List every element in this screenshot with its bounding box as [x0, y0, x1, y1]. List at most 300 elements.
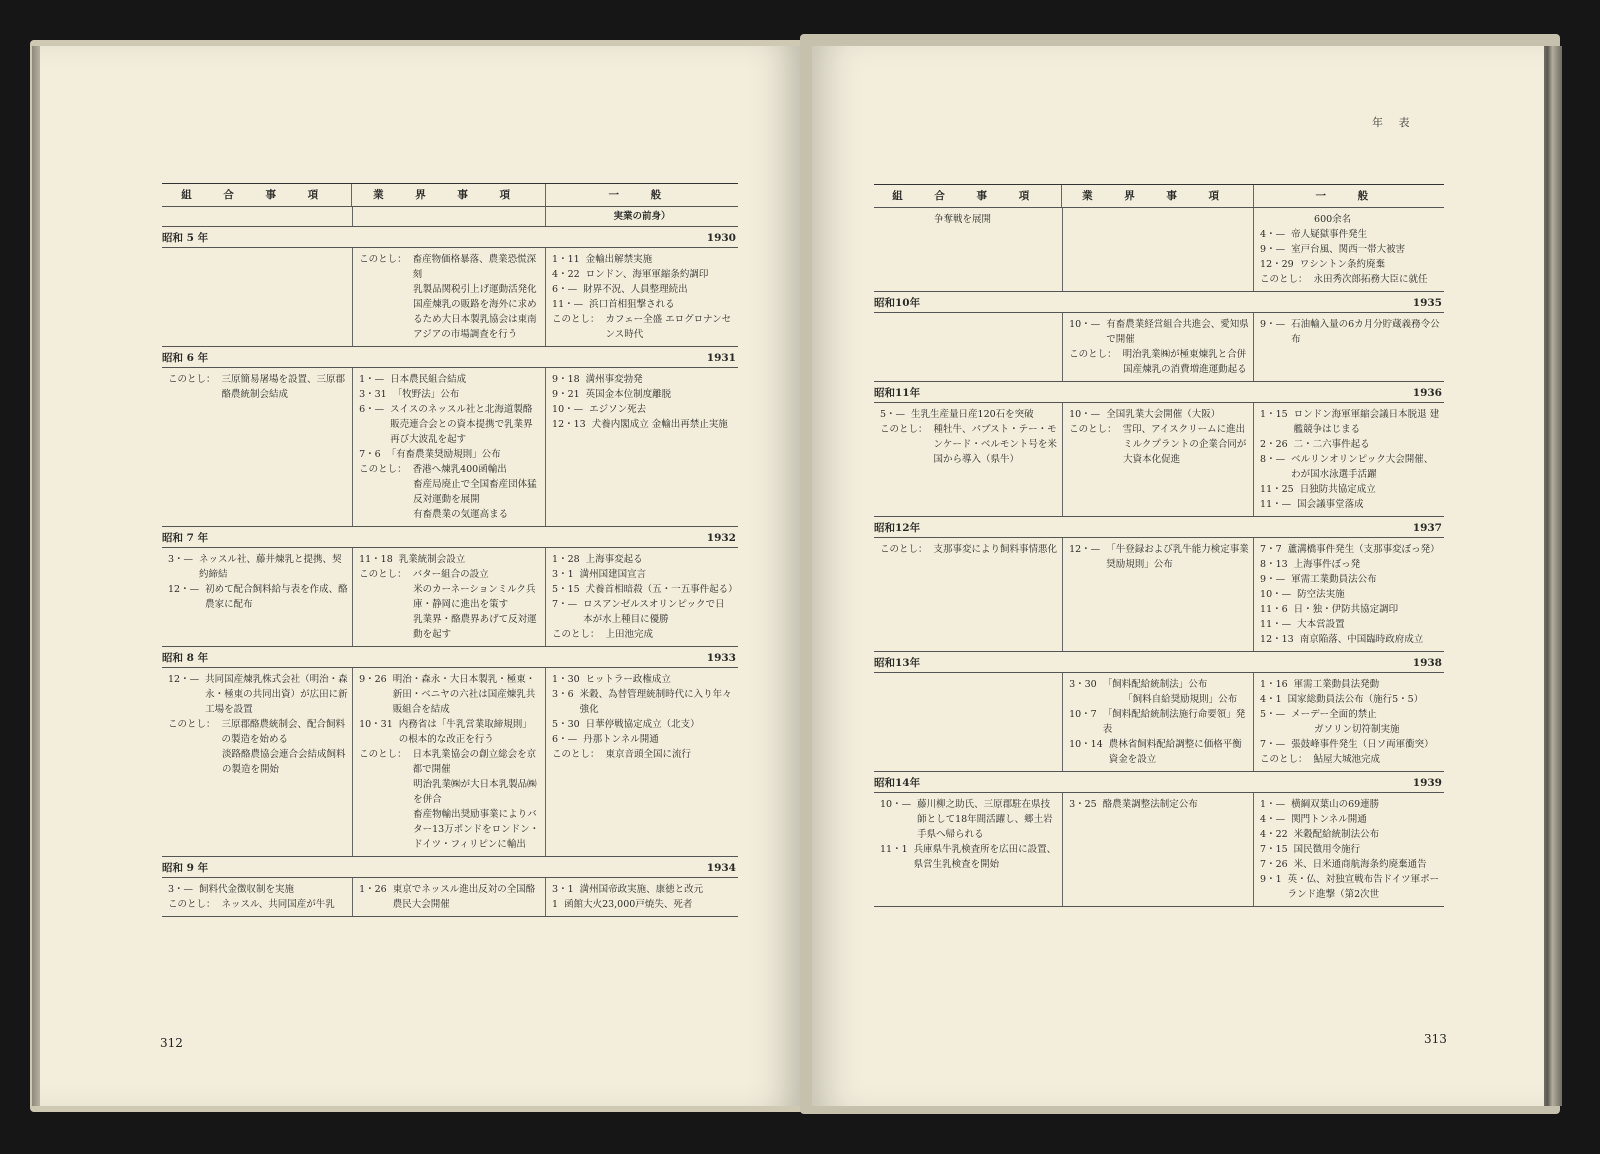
- event-text: カフェー全盛 エログロナンセンス時代: [605, 314, 732, 340]
- year-heading: [162, 347, 738, 368]
- event-date: 10・—: [1069, 319, 1101, 330]
- carry-over-row: [874, 208, 1444, 292]
- event-entry: [552, 402, 734, 417]
- event-date: 11・—: [1260, 499, 1292, 510]
- event-text: ロンドン、海軍軍縮条約調印: [585, 269, 709, 280]
- event-entry: [359, 462, 541, 477]
- event-date: このとし：: [359, 749, 407, 760]
- event-date: 5・—: [880, 409, 906, 420]
- event-date: 7・—: [1260, 739, 1286, 750]
- event-entry: [359, 777, 541, 807]
- carry-over-row: [162, 207, 738, 227]
- event-text: 600余名: [1314, 214, 1352, 225]
- event-entry: [1069, 707, 1249, 737]
- event-date: 10・14: [1069, 739, 1103, 750]
- event-text: ネッスル社、藤井煉乳と提携、契約締結: [199, 554, 342, 580]
- event-entry: [552, 312, 734, 342]
- event-text: 国家総動員法公布（施行5・5）: [1287, 694, 1424, 705]
- event-text: 「飼料配給統制法施行命要領」発表: [1102, 709, 1246, 735]
- table-cell: [162, 548, 352, 646]
- event-date: このとし：: [552, 314, 600, 325]
- event-entry: [359, 567, 541, 582]
- event-entry: [552, 297, 734, 312]
- event-date: 10・—: [552, 404, 584, 415]
- event-date: 4・1: [1260, 694, 1282, 705]
- year-row: [874, 313, 1444, 382]
- western-year: 1932: [706, 532, 736, 544]
- event-entry: [552, 417, 734, 432]
- event-entry: [1260, 317, 1440, 347]
- event-entry: [359, 387, 541, 402]
- event-date: 3・6: [552, 689, 574, 700]
- event-text: 南京陥落、中国臨時政府成立: [1299, 634, 1424, 645]
- event-entry: [1260, 542, 1440, 557]
- event-entry: [1260, 482, 1440, 497]
- event-text: メーデー全面的禁止: [1291, 709, 1377, 720]
- era-year: 昭和13年: [874, 657, 921, 669]
- event-date: 10・31: [359, 719, 393, 730]
- event-entry: [168, 672, 348, 717]
- year-heading: [874, 382, 1444, 403]
- event-text: 米、日米通商航海条約廃棄通告: [1293, 859, 1427, 870]
- event-date: 3・1: [552, 569, 574, 580]
- event-entry: [1260, 437, 1440, 452]
- event-text: 生乳生産量日産120石を突破: [911, 409, 1034, 420]
- event-text: 鮎屋大城池完成: [1313, 754, 1381, 765]
- table-cell: [1062, 673, 1253, 771]
- table-cell: [1062, 793, 1253, 906]
- event-entry: [552, 282, 734, 297]
- table-cell: [352, 368, 545, 526]
- year-heading: [162, 227, 738, 248]
- western-year: 1938: [1412, 657, 1442, 669]
- event-text: 畜産局廃止で全国畜産団体猛反対運動を展開: [413, 479, 537, 505]
- year-heading: [162, 527, 738, 548]
- event-date: 1・16: [1260, 679, 1288, 690]
- event-date: 1・15: [1260, 409, 1288, 420]
- event-entry: [552, 882, 734, 897]
- event-entry: [1260, 812, 1440, 827]
- event-entry: [168, 747, 348, 777]
- event-entry: [1260, 692, 1440, 707]
- event-text: 畜産物価格暴落、農業恐慌深刻: [412, 254, 537, 280]
- event-entry: [1260, 797, 1440, 812]
- table-cell: [874, 673, 1062, 771]
- event-entry: [1260, 557, 1440, 572]
- table-cell: [874, 793, 1062, 906]
- column-header: 一 般: [1253, 185, 1444, 207]
- left-page: [40, 46, 800, 1106]
- event-text: 満州国建国宣言: [579, 569, 647, 580]
- column-header: 一 般: [545, 184, 738, 206]
- table-cell: [1253, 538, 1444, 651]
- year-row: [874, 673, 1444, 772]
- table-cell: 実業の前身）: [545, 207, 738, 226]
- year-row: [162, 668, 738, 857]
- event-entry: [359, 282, 541, 297]
- event-entry: [1260, 707, 1440, 722]
- table-cell: [545, 668, 738, 856]
- event-entry: [1069, 347, 1249, 362]
- event-entry: [1260, 752, 1440, 767]
- event-text: 満州事変勃発: [585, 374, 643, 385]
- event-date: 1: [552, 899, 559, 910]
- event-text: 張鼓峰事件発生（日ソ両軍衝突）: [1291, 739, 1434, 750]
- event-date: 10・—: [1260, 589, 1292, 600]
- event-entry: [359, 882, 541, 912]
- event-text: 防空法実施: [1297, 589, 1345, 600]
- event-text: 初めて配合飼料給与表を作成、酪農家に配布: [205, 584, 348, 610]
- event-text: 共同国産煉乳株式会社（明治・森永・極東の共同出資）が広田に新工場を設置: [205, 674, 348, 715]
- event-text: 財界不況、人員整理続出: [583, 284, 688, 295]
- event-date: 1・26: [359, 884, 387, 895]
- event-entry: [552, 897, 734, 912]
- event-entry: [1069, 692, 1249, 707]
- event-text: ネッスル、共同国産が牛乳: [221, 899, 335, 910]
- event-text: 「牛登録および乳牛能力検定事業奨励規則」公布: [1106, 544, 1249, 570]
- era-year: 昭和 9 年: [162, 862, 209, 874]
- western-year: 1933: [706, 652, 736, 664]
- event-date: 4・22: [1260, 829, 1288, 840]
- event-entry: [1069, 362, 1249, 377]
- event-text: 軍需工業動員法発動: [1293, 679, 1380, 690]
- event-text: 上田池完成: [605, 629, 654, 640]
- event-entry: [880, 797, 1058, 842]
- event-entry: [1069, 542, 1249, 572]
- western-year: 1931: [706, 352, 736, 364]
- event-entry: [359, 807, 541, 852]
- event-entry: [552, 252, 734, 267]
- event-entry: [552, 387, 734, 402]
- event-text: 横綱双葉山の69連勝: [1291, 799, 1380, 810]
- event-entry: [552, 552, 734, 567]
- event-entry: [1260, 737, 1440, 752]
- event-date: 2・26: [1260, 439, 1288, 450]
- table-cell: [545, 248, 738, 346]
- event-entry: [1260, 602, 1440, 617]
- event-date: 8・—: [1260, 454, 1286, 465]
- western-year: 1930: [706, 232, 736, 244]
- year-heading: [162, 647, 738, 668]
- event-date: このとし：: [552, 629, 600, 640]
- event-date: このとし：: [168, 719, 216, 730]
- event-text: 藤川柳之助氏、三原郡駐在県技師として18年間活躍し、郷土岩手県へ帰られる: [917, 799, 1053, 840]
- event-text: 大本営設置: [1297, 619, 1345, 630]
- event-entry: [359, 372, 541, 387]
- event-date: 9・18: [552, 374, 580, 385]
- event-text: 東京でネッスル進出反対の全国酪農民大会開催: [392, 884, 536, 910]
- year-heading: [874, 772, 1444, 793]
- event-text: 全国乳業大会開催（大阪）: [1106, 409, 1221, 420]
- event-entry: [359, 507, 541, 522]
- year-row: [874, 403, 1444, 517]
- event-entry: [880, 212, 1058, 227]
- event-entry: [1069, 317, 1249, 347]
- event-text: 関門トンネル開通: [1291, 814, 1367, 825]
- event-text: 室戸台風、関西一帯大被害: [1291, 244, 1406, 255]
- table-cell: [162, 368, 352, 526]
- event-text: 「牧野法」公布: [392, 389, 460, 400]
- table-cell: [1062, 208, 1253, 291]
- event-entry: [359, 447, 541, 462]
- event-entry: [359, 252, 541, 282]
- event-date: 10・—: [1069, 409, 1101, 420]
- event-date: 7・26: [1260, 859, 1288, 870]
- event-text: 浜口首相狙撃される: [589, 299, 675, 310]
- event-text: ロスアンゼルスオリンピックで日本が水上種目に優勝: [583, 599, 725, 625]
- event-date: このとし：: [552, 749, 600, 760]
- event-entry: [552, 597, 734, 627]
- event-date: 7・7: [1260, 544, 1282, 555]
- chronology-table-left: [162, 183, 738, 917]
- event-text: 種牡牛、パブスト・テー・モンケード・ベルモント号を米国から導入（県牛）: [933, 424, 1057, 465]
- event-entry: [168, 717, 348, 747]
- event-date: 1・28: [552, 554, 580, 565]
- event-text: 丹那トンネル開通: [583, 734, 659, 745]
- event-date: 4・22: [552, 269, 580, 280]
- event-text: 国産煉乳の販路を海外に求めるため大日本製乳協会は東南アジアの市場調査を行う: [413, 299, 537, 340]
- table-cell: [352, 668, 545, 856]
- event-date: このとし：: [1069, 349, 1117, 360]
- event-entry: [359, 717, 541, 747]
- event-text: 乳業統制会設立: [398, 554, 466, 565]
- event-text: 淡路酪農協会連合会結成飼料の製造を開始: [222, 749, 346, 775]
- event-text: 東京音頭全国に流行: [605, 749, 692, 760]
- event-text: 乳製品関税引上げ運動活発化: [413, 284, 537, 295]
- table-header: [874, 184, 1444, 208]
- event-entry: [1260, 407, 1440, 437]
- event-entry: [1260, 497, 1440, 512]
- event-date: このとし：: [1260, 754, 1308, 765]
- table-cell: [545, 878, 738, 916]
- western-year: 1939: [1412, 777, 1442, 789]
- era-year: 昭和 8 年: [162, 652, 209, 664]
- event-date: 7・6: [359, 449, 381, 460]
- table-cell: [162, 248, 352, 346]
- event-text: 軍需工業動員法公布: [1291, 574, 1377, 585]
- event-text: 「有畜農業奨励規則」公布: [386, 449, 501, 460]
- event-date: 10・—: [880, 799, 912, 810]
- event-entry: [880, 842, 1058, 872]
- table-cell: [352, 548, 545, 646]
- table-cell: [352, 248, 545, 346]
- event-date: 4・—: [1260, 814, 1286, 825]
- event-date: 3・—: [168, 554, 194, 565]
- event-date: 6・—: [359, 404, 385, 415]
- table-cell: [162, 668, 352, 856]
- event-text: 米穀配給統制法公布: [1293, 829, 1380, 840]
- event-entry: [359, 402, 541, 447]
- event-text: 香港へ煉乳400函輸出: [412, 464, 507, 475]
- event-text: 内務省は「牛乳営業取締規則」の根本的な改正を行う: [398, 719, 532, 745]
- event-text: 兵庫県牛乳検査所を広田に設置、県営生乳検査を開始: [913, 844, 1057, 870]
- event-entry: [880, 542, 1058, 557]
- event-date: 11・—: [552, 299, 584, 310]
- event-date: このとし：: [359, 464, 407, 475]
- event-entry: [1260, 857, 1440, 872]
- event-entry: [1260, 827, 1440, 842]
- event-date: 1・—: [1260, 799, 1286, 810]
- event-text: 函館大火23,000戸焼失、死者: [564, 899, 693, 910]
- event-entry: [552, 732, 734, 747]
- event-entry: [359, 552, 541, 567]
- event-entry: [1260, 872, 1440, 902]
- event-text: 二・二六事件起る: [1293, 439, 1370, 450]
- event-entry: [1260, 452, 1440, 482]
- event-text: 上海事件ぼっ発: [1293, 559, 1361, 570]
- table-cell: [162, 207, 352, 226]
- table-cell: [1253, 673, 1444, 771]
- event-text: ベルリンオリンピック大会開催、わが国水泳選手活躍: [1291, 454, 1434, 480]
- western-year: 1934: [706, 862, 736, 874]
- running-head-right: 年 表: [1372, 116, 1416, 129]
- era-year: 昭和10年: [874, 297, 921, 309]
- event-date: 8・13: [1260, 559, 1288, 570]
- event-text: 国民徴用令施行: [1293, 844, 1361, 855]
- event-date: 3・31: [359, 389, 387, 400]
- right-page: [812, 46, 1544, 1106]
- event-text: 三原簡易屠場を設置、三原郡酪農統制会結成: [221, 374, 346, 400]
- event-text: ヒットラー政権成立: [585, 674, 671, 685]
- event-date: 12・29: [1260, 259, 1294, 270]
- event-text: 「飼料配給統制法」公布: [1102, 679, 1208, 690]
- table-cell: [874, 313, 1062, 381]
- table-cell: [352, 878, 545, 916]
- event-date: 9・—: [1260, 574, 1286, 585]
- event-text: 支那事変により飼料事情悪化: [933, 544, 1058, 555]
- event-entry: [1260, 272, 1440, 287]
- event-text: 金輸出解禁実施: [585, 254, 653, 265]
- year-row: [874, 538, 1444, 652]
- event-date: 11・6: [1260, 604, 1288, 615]
- event-date: このとし：: [359, 569, 407, 580]
- event-entry: [1069, 422, 1249, 437]
- year-row: [874, 793, 1444, 907]
- event-date: 11・1: [880, 844, 908, 855]
- event-date: このとし：: [359, 254, 407, 265]
- year-row: [162, 548, 738, 647]
- event-entry: [1260, 242, 1440, 257]
- event-entry: [1260, 722, 1440, 737]
- event-entry: [168, 897, 348, 912]
- event-date: このとし：: [880, 544, 928, 555]
- event-entry: [1069, 677, 1249, 692]
- column-header: 業 界 事 項: [351, 184, 544, 206]
- event-entry: [1069, 437, 1249, 467]
- event-date: 12・—: [1069, 544, 1101, 555]
- event-entry: [552, 567, 734, 582]
- page-number-right: 313: [1424, 1032, 1447, 1046]
- western-year: 1935: [1412, 297, 1442, 309]
- table-cell: [545, 548, 738, 646]
- chronology-table-right: [874, 184, 1444, 907]
- event-text: バター組合の設立: [412, 569, 489, 580]
- table-cell: [874, 538, 1062, 651]
- event-entry: [359, 672, 541, 717]
- event-date: このとし：: [168, 374, 216, 385]
- event-text: 米穀、為替管理統制時代に入り年々強化: [579, 689, 732, 715]
- event-date: このとし：: [168, 899, 216, 910]
- event-text: 英・仏、対独宣戦布告ドイツ軍ポーランド進撃（第2次世: [1287, 874, 1440, 900]
- event-date: 9・1: [1260, 874, 1282, 885]
- event-date: 7・—: [552, 599, 578, 610]
- event-entry: [1069, 407, 1249, 422]
- event-date: 1・30: [552, 674, 580, 685]
- table-header: [162, 183, 738, 207]
- column-header: 組 合 事 項: [181, 188, 333, 201]
- table-cell: [545, 368, 738, 526]
- event-date: 3・—: [168, 884, 194, 895]
- event-entry: [359, 477, 541, 507]
- era-year: 昭和 5 年: [162, 232, 209, 244]
- event-entry: [552, 687, 734, 717]
- event-entry: [1260, 212, 1440, 227]
- event-entry: [168, 372, 348, 402]
- event-text: 満州国帝政実施、康徳と改元: [579, 884, 704, 895]
- year-row: [162, 368, 738, 527]
- event-text: 日独防共協定成立: [1299, 484, 1376, 495]
- event-text: 雪印、アイスクリームに進出: [1122, 424, 1246, 435]
- event-text: 上海事変起る: [585, 554, 643, 565]
- table-cell: [1253, 793, 1444, 906]
- event-text: 日本乳業協会の創立総会を京都で開催: [412, 749, 537, 775]
- event-text: スイスのネッスル社と北海道製酪販売連合会との資本提携で乳業界再び大波乱を起す: [390, 404, 533, 445]
- event-entry: [1069, 737, 1249, 767]
- table-cell: [1253, 403, 1444, 516]
- event-date: 6・—: [552, 284, 578, 295]
- table-cell: [1253, 208, 1444, 291]
- event-entry: [359, 582, 541, 612]
- event-text: 畜産物輸出奨励事業によりバター13万ポンドをロンドン・ドイツ・フィリピンに輸出: [413, 809, 540, 850]
- event-date: 12・—: [168, 674, 200, 685]
- table-cell: [1253, 313, 1444, 381]
- event-text: 日華停戦協定成立（北支）: [585, 719, 700, 730]
- table-cell: [1062, 538, 1253, 651]
- era-year: 昭和14年: [874, 777, 921, 789]
- event-text: 乳業界・酪農界あげて反対運動を起す: [413, 614, 537, 640]
- western-year: 1936: [1412, 387, 1442, 399]
- event-entry: [552, 267, 734, 282]
- event-text: 有畜農業の気運高まる: [413, 509, 509, 520]
- column-header: 組 合 事 項: [892, 189, 1044, 202]
- event-text: 争奪戦を展開: [934, 214, 992, 225]
- event-text: ロンドン海軍軍縮会議日本脱退 建艦競争はじまる: [1293, 409, 1440, 435]
- event-entry: [552, 372, 734, 387]
- event-date: 4・—: [1260, 229, 1286, 240]
- event-entry: [1260, 677, 1440, 692]
- era-year: 昭和11年: [874, 387, 921, 399]
- event-text: 農林省飼料配給調整に価格平衡資金を設立: [1108, 739, 1242, 765]
- table-cell: [1062, 313, 1253, 381]
- event-date: 6・—: [552, 734, 578, 745]
- event-entry: [1260, 227, 1440, 242]
- event-date: 9・26: [359, 674, 387, 685]
- table-cell: [352, 207, 545, 226]
- table-cell: [1062, 403, 1253, 516]
- event-text: 有畜農業経営組合共進会、愛知県で開催: [1106, 319, 1249, 345]
- event-date: 3・25: [1069, 799, 1097, 810]
- event-text: 明治乳業㈱が極東煉乳と合併: [1122, 349, 1247, 360]
- event-date: 9・—: [1260, 244, 1286, 255]
- event-date: 9・—: [1260, 319, 1286, 330]
- event-date: 3・30: [1069, 679, 1097, 690]
- event-entry: [552, 717, 734, 732]
- event-text: 犬養首相暗殺（五・一五事件起る）: [585, 584, 738, 595]
- event-date: 3・1: [552, 884, 574, 895]
- event-text: 国産煉乳の消費増進運動起る: [1123, 364, 1247, 375]
- event-date: 5・—: [1260, 709, 1286, 720]
- event-entry: [1069, 797, 1249, 812]
